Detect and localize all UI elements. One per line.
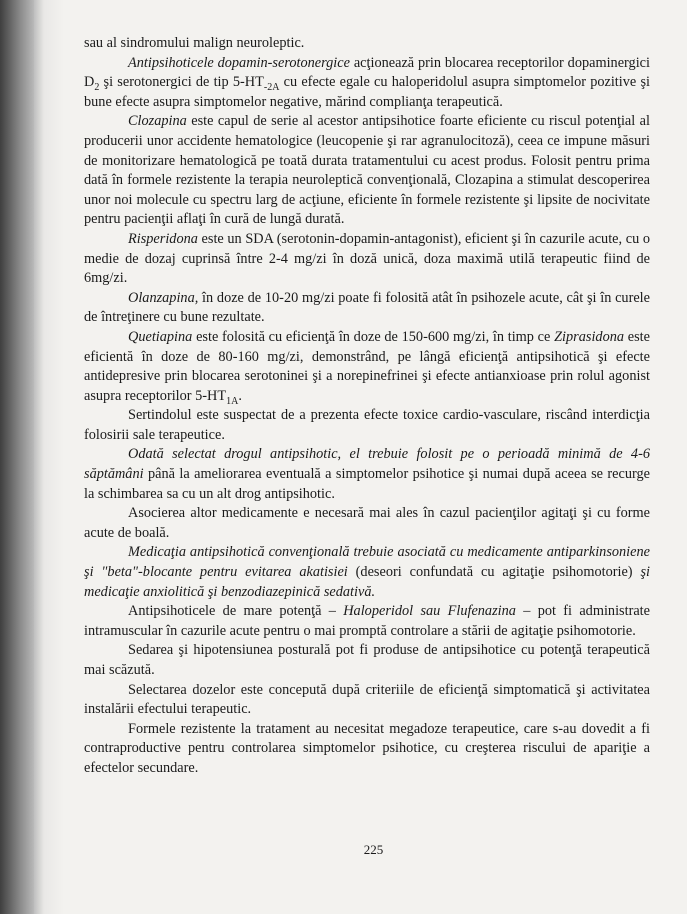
paragraph [84,543,650,602]
paragraph [84,720,650,779]
paragraph [84,289,650,328]
page-body [84,34,650,779]
paragraph [84,681,650,720]
paragraph-text: acţionează prin blocarea receptorilor dopaminergici D [84,54,650,91]
paragraph-text: este capul de serie al acestor antipsihotice foarte eficiente cu riscul potenţial al producerii unor accidente hematologice (leucopenie şi rar agranulocitoză), ceea ce impune măsuri de monitorizare hematologică pe toată durata tratamentului cu acest produs. Folosit pentru prima dată în formele rezistente la terapia neuroleptică convenţională, Clozapina a stimulat descoperirea unor noi molecule cu spectru larg de acţiune, eficiente în formele rezistente şi lipsite de nocivitate pentru pacienţii aflaţi în cură de lungă durată. [84,113,650,228]
paragraph-text: – pot fi administrate intramuscular în cazurile acute pentru o mai promptă controlare a stării de agitaţie psihomotorie. [84,603,650,639]
subscript: -2A [263,82,280,94]
paragraph [84,54,650,113]
term-heading: Clozapina [128,113,187,130]
paragraph-text: până la ameliorarea eventuală a simptomelor psihotice şi numai după aceea se recurge la schimbarea sa cu un alt drog antipsihotic. [84,466,650,502]
paragraph-text: în doze de 10-20 mg/zi poate fi folosită atât în psihozele acute, cât şi în curele de întreţinere cu bune rezultate. [84,289,650,326]
subscript: 1A [226,395,239,407]
paragraph-text: este un SDA (serotonin-dopamin-antagonist), eficient şi în cazurile acute, cu o medie de dozaj cuprinsă între 2-4 mg/zi în doză unică, doza maximă utilă terapeutic fiind de 6mg/zi. [84,230,650,287]
paragraph-text: cu efecte egale cu haloperidolul asupra simptomelor pozitive şi bune efecte asupra simptomelor negative, mărind complianţa terapeutică. [84,74,650,110]
paragraph-text: (deseori confundată cu agitaţie psihomotorie) [347,564,641,581]
paragraph [84,406,650,445]
paragraph-text: este eficientă în doze de 80-160 mg/zi, demonstrând, pe lângă eficienţă antipsihotică şi efecte antidepresive prin blocarea serotoninei şi a norepinefrinei şi efecte antianxioase prin rolul agonist asupra receptorilor 5-HT [84,328,650,404]
paragraph-text: Selectarea dozelor este concepută după criteriile de eficienţă simptomatică şi activitatea instalării efectului terapeutic. [84,681,650,718]
paragraph-text: . [238,387,242,404]
subscript: 2 [94,82,100,94]
paragraph-text: Formele rezistente la tratament au necesitat megadoze terapeutice, care s-au dovedit a fi contraproductive pentru controlarea simptomelor psihotice, cu creşterea riscului de apariţie a efectelor secundare. [84,720,650,776]
term-heading: Quetiapina [128,328,193,345]
paragraph-text: şi serotonergici de tip 5-HT [99,74,264,91]
paragraph [84,230,650,289]
paragraph [84,328,650,406]
paragraph [84,34,650,54]
paragraph-text: Antipsihoticele de mare potenţă – [128,603,344,620]
paragraph-text: sau al sindromului malign neuroleptic. [84,35,305,51]
term-heading: Antipsihoticele dopamin-serotonergice [128,54,350,71]
paragraph [84,641,650,680]
paragraph [84,445,650,504]
book-gutter [0,0,34,914]
paragraph-text: Asocierea altor medicamente e necesară mai ales în cazul pacienţilor agitaţi şi cu forme acute de boală. [84,505,650,541]
term-heading: Ziprasidona [554,328,625,345]
paragraph [84,112,650,230]
emphasis-text: Odată selectat drogul antipsihotic, el trebuie folosit pe o perioadă minimă de 4-6 săptămâni [84,446,650,483]
paragraph [84,602,650,641]
term-heading: Risperidona [128,230,198,247]
paragraph-text: Sedarea şi hipotensiunea posturală pot fi produse de antipsihotice cu potenţă terapeutică mai scăzută. [84,642,650,678]
paragraph-text: Sertindolul este suspectat de a prezenta efecte toxice cardio-vasculare, riscând interdicţia folosirii sale terapeutice. [84,407,650,443]
paragraph-text: este folosită cu eficienţă în doze de 150-600 mg/zi, în timp ce [192,328,555,345]
emphasis-text: Haloperidol sau Flufenazina [343,603,516,620]
emphasis-text: Medicaţia antipsihotică convenţională trebuie asociată cu medicamente antiparkinsoniene şi "beta"-blocante pentru evitarea akatisiei [84,544,650,581]
emphasis-text: şi medicaţie anxiolitică şi benzodiazepinică sedativă. [84,564,650,600]
term-heading: Olanzapina, [128,289,199,306]
page-number: 225 [363,842,384,857]
paragraph [84,504,650,543]
